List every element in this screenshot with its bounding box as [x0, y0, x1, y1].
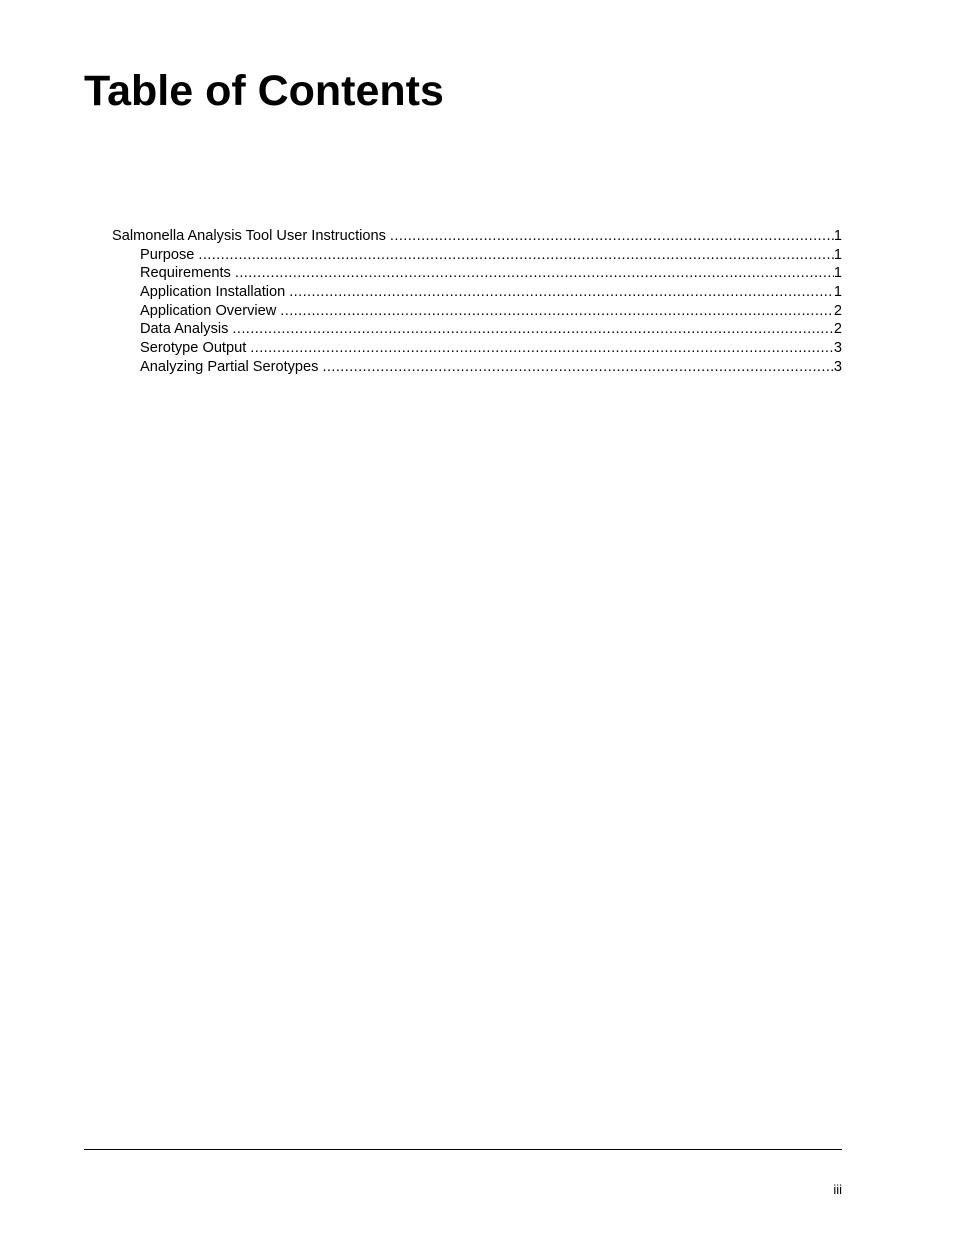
toc-entry-page: 1 — [833, 265, 842, 282]
toc-entry-page: 3 — [833, 358, 842, 375]
toc-entry-application-installation[interactable] — [112, 283, 842, 302]
toc-entry-application-overview[interactable] — [112, 302, 842, 321]
toc-dot-leader — [198, 246, 834, 265]
toc-entry-data-analysis[interactable] — [112, 320, 842, 339]
toc-entry-serotype-output[interactable] — [112, 339, 842, 358]
toc-entry-page: 1 — [833, 246, 842, 263]
toc-dot-leader — [235, 264, 834, 283]
toc-dot-leader — [322, 358, 833, 377]
page-number: iii — [833, 1182, 842, 1197]
toc-entry-label: Application Overview — [140, 302, 277, 319]
toc-dot-leader — [390, 227, 834, 246]
toc-entry-salmonella-analysis-tool-user-instructions[interactable] — [112, 227, 842, 246]
toc-entry-label: Analyzing Partial Serotypes — [140, 358, 319, 375]
toc-entry-label: Application Installation — [140, 284, 286, 301]
toc-entry-label: Purpose — [140, 246, 195, 263]
toc-entry-label: Data Analysis — [140, 321, 229, 338]
footer-divider — [84, 1149, 842, 1150]
toc-entry-label: Salmonella Analysis Tool User Instructions — [112, 228, 386, 244]
toc-dot-leader — [250, 339, 834, 358]
toc-entry-label: Requirements — [140, 265, 231, 282]
toc-entry-page: 1 — [833, 284, 842, 301]
toc-entry-page: 2 — [833, 302, 842, 319]
toc-entry-page: 2 — [833, 321, 842, 338]
toc-dot-leader — [280, 302, 834, 321]
page-title: Table of Contents — [84, 67, 444, 115]
toc-entry-page: 1 — [833, 228, 842, 244]
toc-entry-label: Serotype Output — [140, 340, 247, 357]
toc-entry-analyzing-partial-serotypes[interactable] — [112, 358, 842, 377]
toc-entry-purpose[interactable] — [112, 246, 842, 265]
toc-dot-leader — [289, 283, 834, 302]
toc-entry-requirements[interactable] — [112, 264, 842, 283]
toc-dot-leader — [232, 320, 833, 339]
toc-entry-page: 3 — [833, 340, 842, 357]
table-of-contents — [112, 227, 842, 377]
